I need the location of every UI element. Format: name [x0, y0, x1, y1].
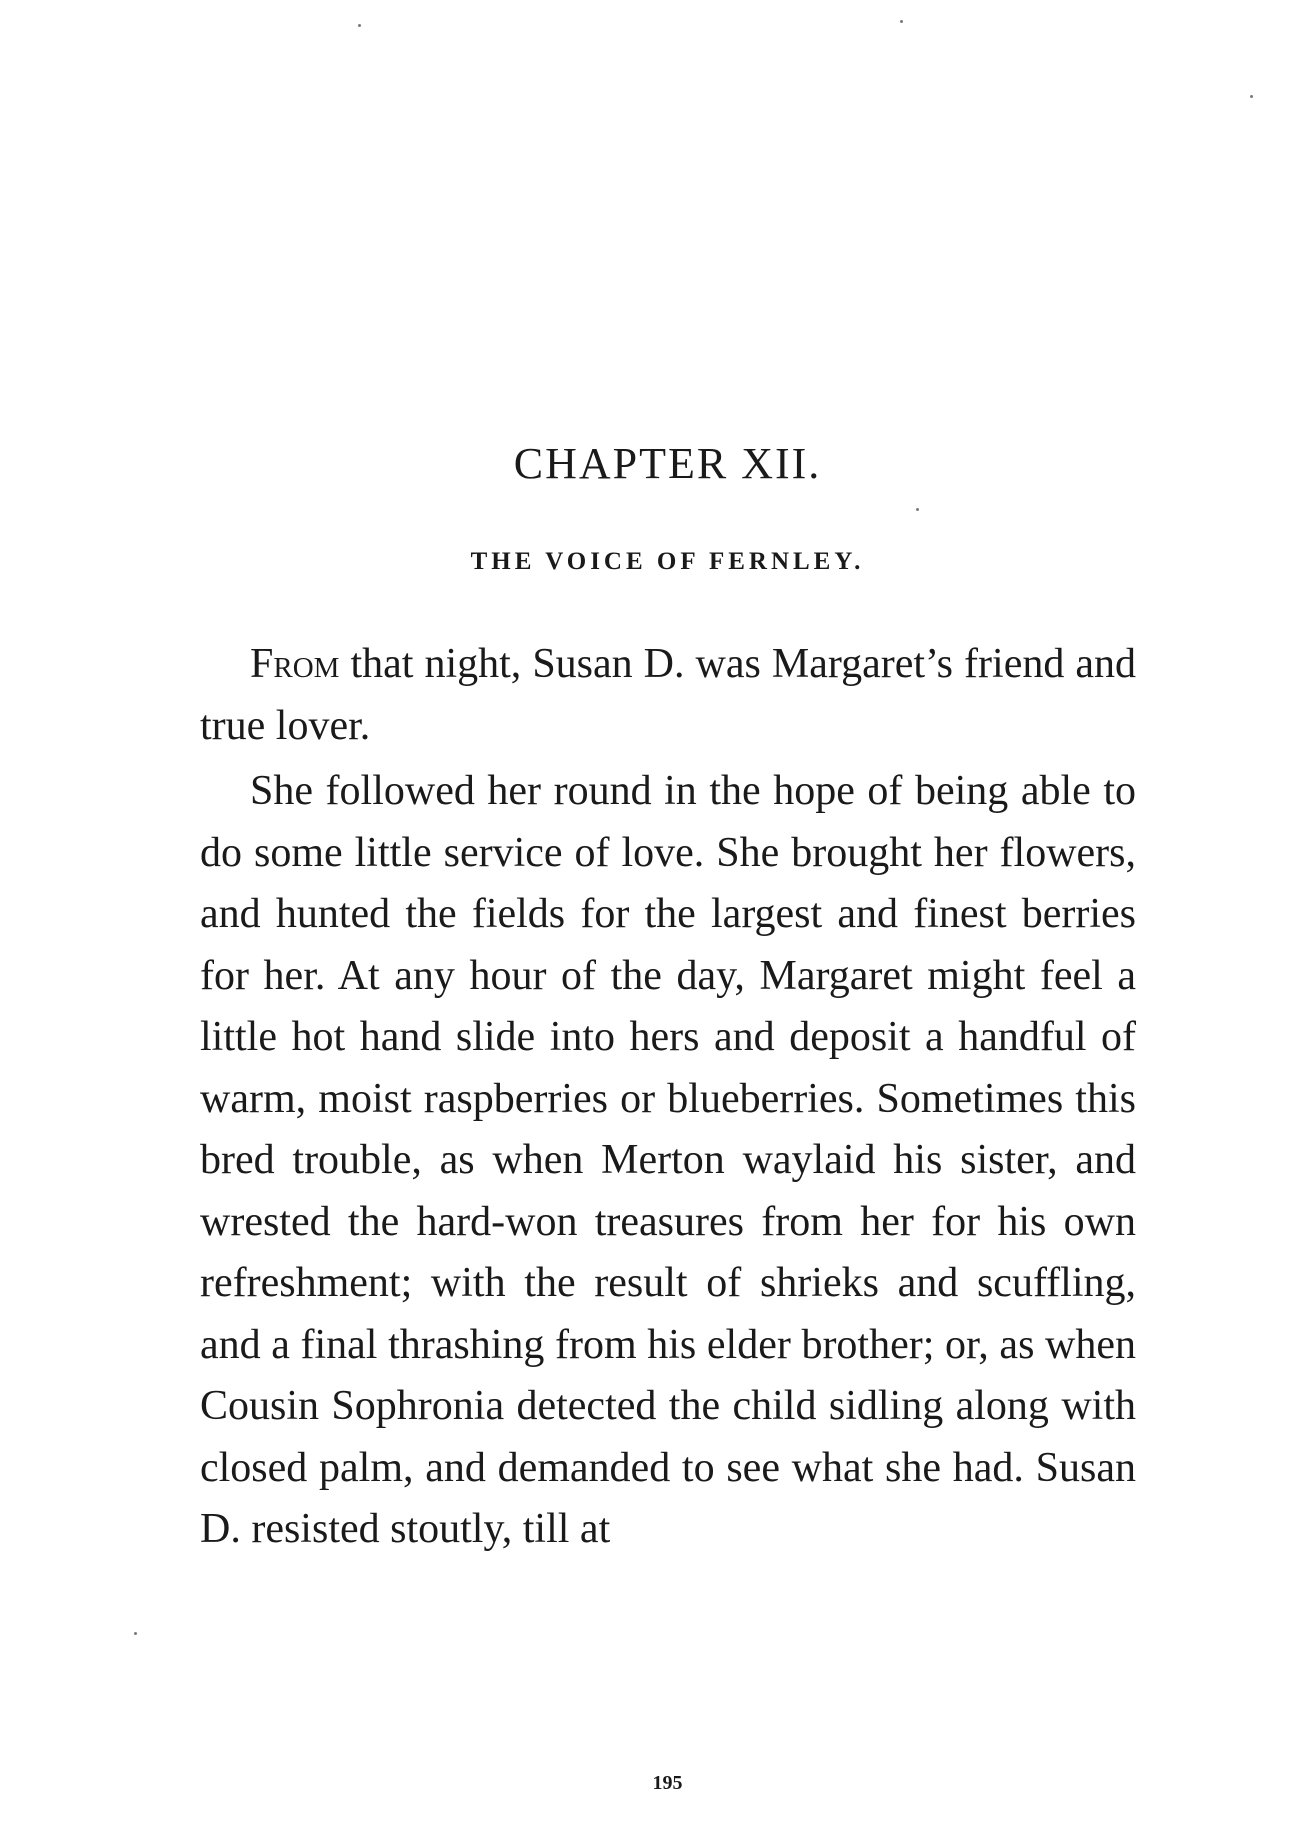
scan-speck: [1250, 95, 1253, 98]
scan-speck: [358, 24, 361, 27]
chapter-subtitle: THE VOICE OF FERNLEY.: [470, 548, 865, 575]
paragraph-2: [200, 761, 1136, 1561]
page-number: 195: [652, 1772, 683, 1794]
paragraph-text: She followed her round in the hope of being able to do some little service of love. She brought her flowers, and hunted the fields for the largest and finest berries for her. At any hour of the day, Margaret might feel a little hot hand slide into hers and deposit a handful of warm, moist raspberries or blueberries. Sometimes this bred trouble, as when Merton waylaid his sister, and wrested the hard-won treasures from her for his own refreshment; with the result of shrieks and scuffling, and a final thrashing from his elder brother; or, as when Cousin Sophronia detected the child sidling along with closed palm, and demanded to see what she had. Susan D. resisted stoutly, till at: [200, 768, 1136, 1552]
paragraph-text: that night, Susan D. was Margaret’s friend and true lover.: [200, 641, 1136, 749]
scan-speck: [134, 1632, 137, 1635]
paragraph-lead-word: From: [250, 641, 340, 687]
body-text: [200, 634, 1136, 1565]
chapter-title: CHAPTER XII.: [513, 439, 822, 488]
paragraph-1: [200, 634, 1136, 757]
scan-speck: [900, 20, 903, 23]
scan-speck: [916, 508, 919, 511]
